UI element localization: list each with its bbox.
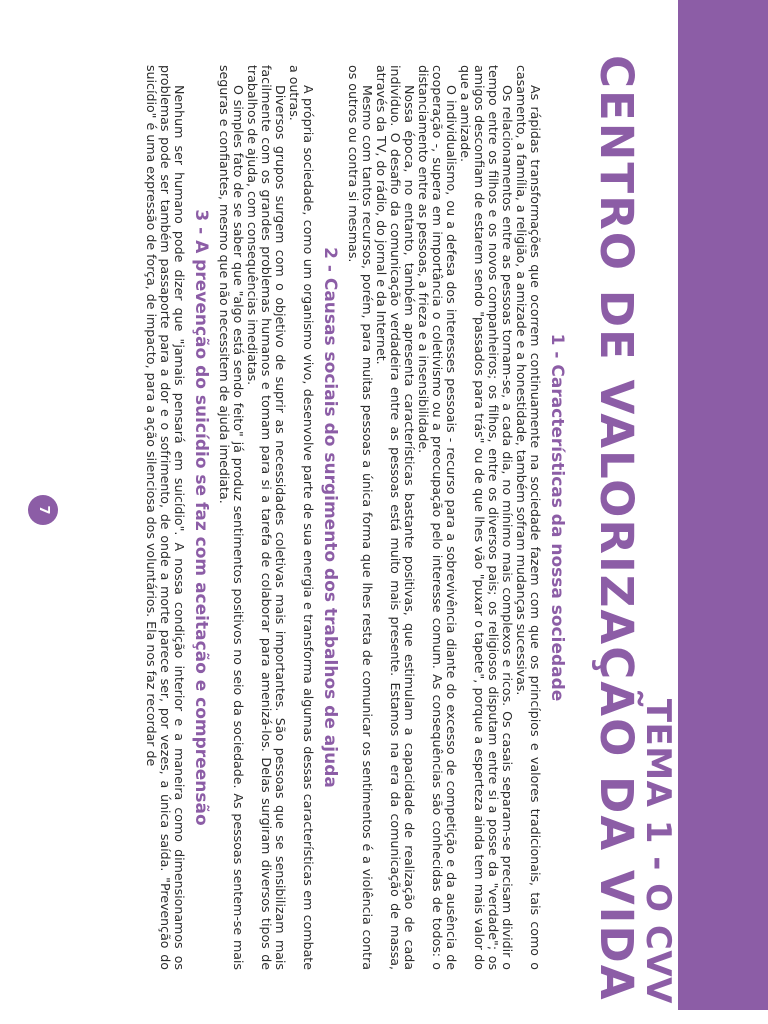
theme-label: TEMA 1 - O CVV xyxy=(638,698,678,1004)
section-1-heading: 1 - Características da nossa sociedade xyxy=(547,333,567,702)
paragraph: Diversos grupos surgem com o objetivo de suprir as necessidades coletivas mais importantes. São pessoas que se sensibilizam mais facilmente com os grandes problemas humanos e tomam para si a tarefa de colaborar para amenizá-los. Delas surgiram diversos tipos de trabalhos de ajuda, com consequências imediatas. xyxy=(245,65,288,970)
section-2-heading: 2 - Causas sociais do surgimento dos trabalhos de ajuda xyxy=(320,247,340,788)
paragraph: Nossa época, no entanto, também apresenta características bastante positivas, que estimulam a capacidade de realização de cada indivíduo. O desafio da comunicação verdadeira entre as pessoas está muito mais presente. Estamos na era da comunicação de massa, através da TV, do rádio, do jornal e da Internet. xyxy=(374,65,417,970)
header-band xyxy=(678,0,768,1010)
page-title: CENTRO DE VALORIZAÇÃO DA VIDA xyxy=(590,55,643,1002)
page-number-badge: 7 xyxy=(28,495,58,525)
paragraph: O simples fato de se saber que "algo está sendo feito" já produz sentimentos positivos no seio da sociedade. As pessoas sentem-se mais seguras e confiantes, mesmo que não necessitem de ajuda imediata. xyxy=(217,65,246,970)
paragraph: O individualismo, ou a defesa dos interesses pessoais - recurso para a sobrevivência diante do excesso de competição e da ausência de cooperação -, supera em importância o coletivismo ou a preocupação pelo interesse comum. As consequências são conhecidas de todos: o distanciamento entre as pessoas, a frieza e a insensibilidade. xyxy=(416,65,459,970)
paragraph: As rápidas transformações que ocorrem continuamente na sociedade fazem com que os princípios e valores tradicionais, tais como o casamento, a família, a religião, a amizade e a honestidade, também sofram mudanças sucessivas. xyxy=(514,65,543,970)
paragraph: A própria sociedade, como um organismo vivo, desenvolve parte de sua energia e transforma algumas dessas características em combate a outras. xyxy=(287,65,316,970)
paragraph: Nenhum ser humano pode dizer que "jamais pensará em suicídio". A nossa condição interior e a maneira como dimensionamos os problemas pode ser também passaporte para a dor e o sofrimento, de onde a morte parece ser, por vezes, a única saída. "Prevenção do suicídio" é uma expressão de força, de impacto, para a ação silenciosa dos voluntários. Ela nos faz recordar de xyxy=(144,65,187,970)
paragraph: Os relacionamentos entre as pessoas tornam-se, a cada dia, no mínimo mais complexos e ricos. Os casais separam-se precisam dividir o tempo entre os filhos e os novos companheiros; os filhos, entre os diversos pais; os religiosos disputam entre si a posse da "verdade"; os amigos desconfiam de estarem sendo "passados para trás" ou de que lhes vão "puxar o tapete", porque a esperteza ainda tem mais valor do que a amizade. xyxy=(458,65,515,970)
section-3-heading: 3 - A prevenção do suicídio se faz com aceitação e compreensão xyxy=(191,209,211,826)
article-body xyxy=(144,65,573,970)
paragraph: Mesmo com tantos recursos, porém, para muitas pessoas a única forma que lhes resta de comunicar os sentimentos é a violência contra os outros ou contra si mesmas. xyxy=(346,65,375,970)
